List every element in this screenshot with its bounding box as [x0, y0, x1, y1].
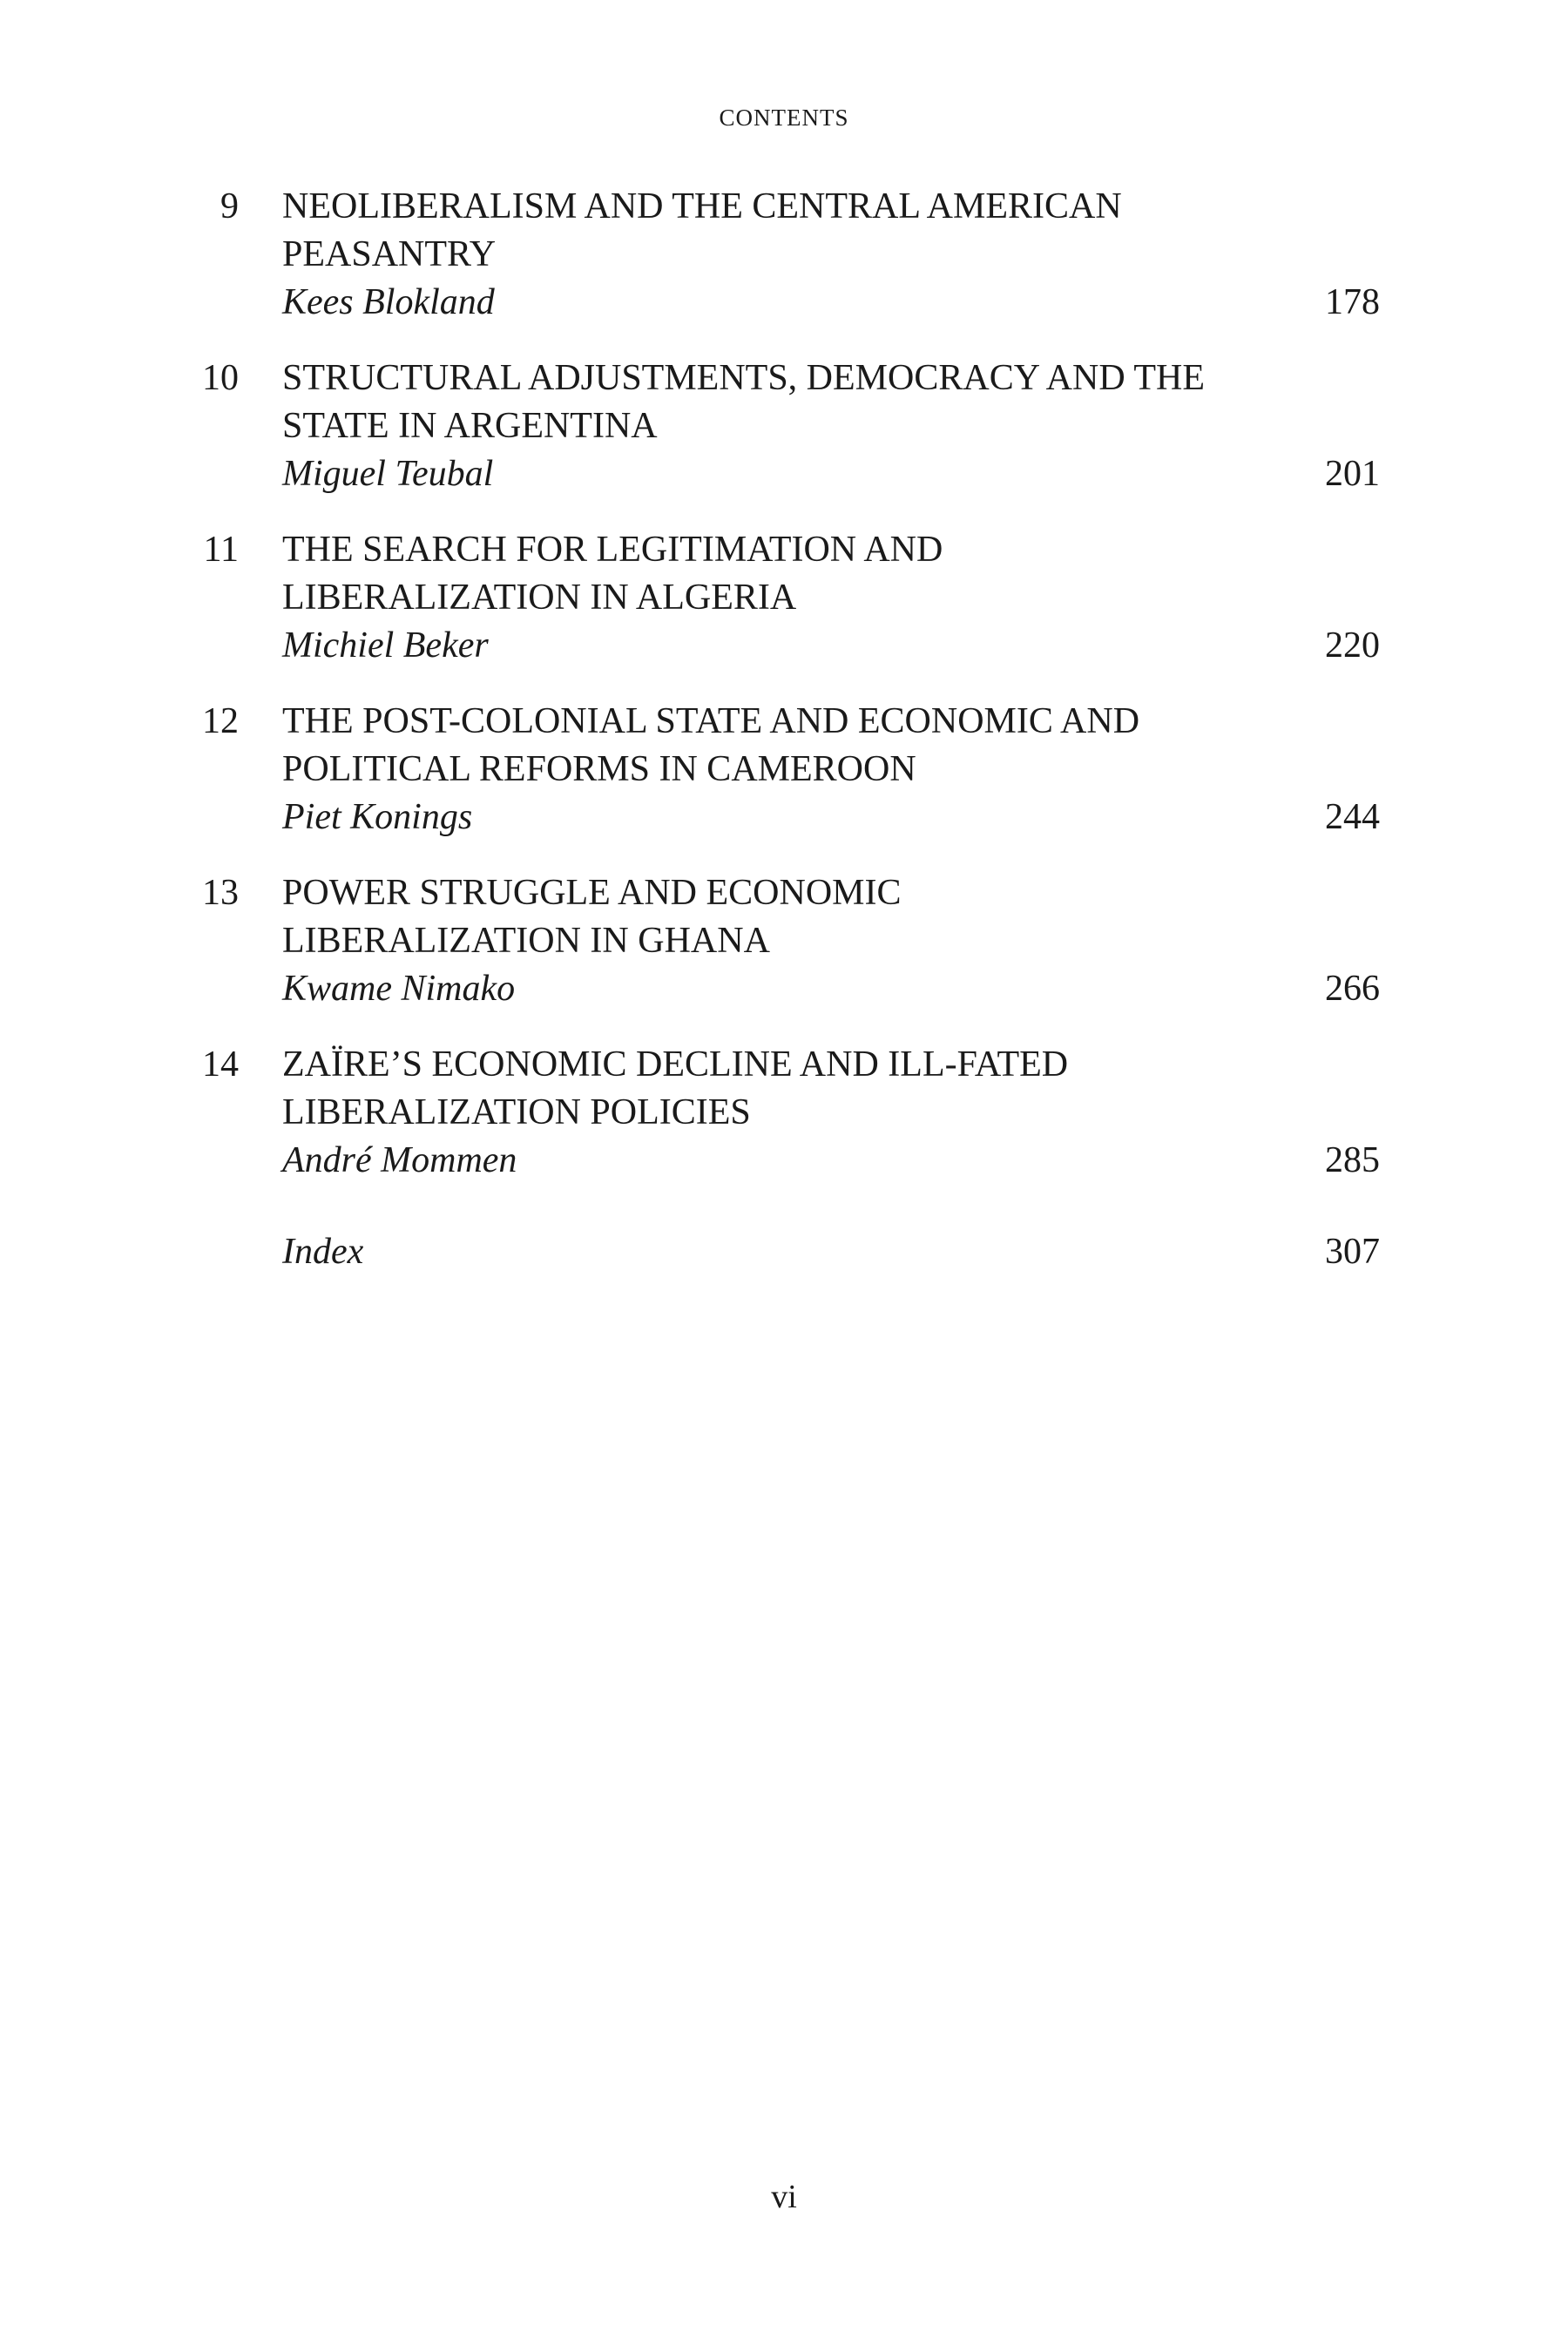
toc-entry-11[interactable] — [0, 526, 1568, 670]
page-number: 244 — [1325, 797, 1380, 837]
chapter-title-line: THE SEARCH FOR LEGITIMATION AND — [282, 530, 943, 570]
toc-entry-10[interactable] — [0, 355, 1568, 498]
chapter-title-line: THE POST-COLONIAL STATE AND ECONOMIC AND — [282, 701, 1140, 741]
chapter-title-line: LIBERALIZATION IN ALGERIA — [282, 578, 797, 618]
chapter-title-line: ZAÏRE’S ECONOMIC DECLINE AND ILL-FATED — [282, 1044, 1069, 1085]
chapter-title-line: LIBERALIZATION IN GHANA — [282, 921, 770, 961]
chapter-title-line: STATE IN ARGENTINA — [282, 406, 658, 446]
toc-entry-14[interactable] — [0, 1041, 1568, 1185]
toc-entry-13[interactable] — [0, 869, 1568, 1013]
chapter-number: 13 — [202, 873, 239, 913]
chapter-title-line: POWER STRUGGLE AND ECONOMIC — [282, 873, 902, 913]
chapter-number: 12 — [202, 701, 239, 741]
toc-entry-index[interactable] — [0, 1228, 1568, 1276]
chapter-number: 9 — [220, 186, 239, 226]
chapter-author: Miguel Teubal — [282, 454, 494, 494]
chapter-title-line: NEOLIBERALISM AND THE CENTRAL AMERICAN — [282, 186, 1122, 226]
page-number: 178 — [1325, 282, 1380, 322]
chapter-title-line: STRUCTURAL ADJUSTMENTS, DEMOCRACY AND THE — [282, 358, 1206, 398]
chapter-author: André Mommen — [282, 1140, 517, 1180]
chapter-title-line: LIBERALIZATION POLICIES — [282, 1092, 751, 1132]
page-number: 285 — [1325, 1140, 1380, 1180]
page-number: 220 — [1325, 625, 1380, 666]
chapter-title-line: POLITICAL REFORMS IN CAMEROON — [282, 749, 916, 789]
chapter-number: 11 — [203, 530, 239, 570]
page-number: 307 — [1325, 1232, 1380, 1272]
chapter-author: Piet Konings — [282, 797, 473, 837]
toc-entry-12[interactable] — [0, 698, 1568, 841]
index-label: Index — [282, 1232, 364, 1272]
page-number: 266 — [1325, 969, 1380, 1009]
chapter-author: Michiel Beker — [282, 625, 489, 666]
page-number: 201 — [1325, 454, 1380, 494]
chapter-author: Kwame Nimako — [282, 969, 516, 1009]
running-head: CONTENTS — [719, 105, 849, 131]
chapter-author: Kees Blokland — [282, 282, 495, 322]
chapter-number: 14 — [202, 1044, 239, 1085]
toc-entry-9[interactable] — [0, 183, 1568, 327]
page-folio: vi — [771, 2179, 797, 2215]
chapter-number: 10 — [202, 358, 239, 398]
table-of-contents — [0, 183, 1568, 1304]
chapter-title-line: PEASANTRY — [282, 234, 497, 274]
